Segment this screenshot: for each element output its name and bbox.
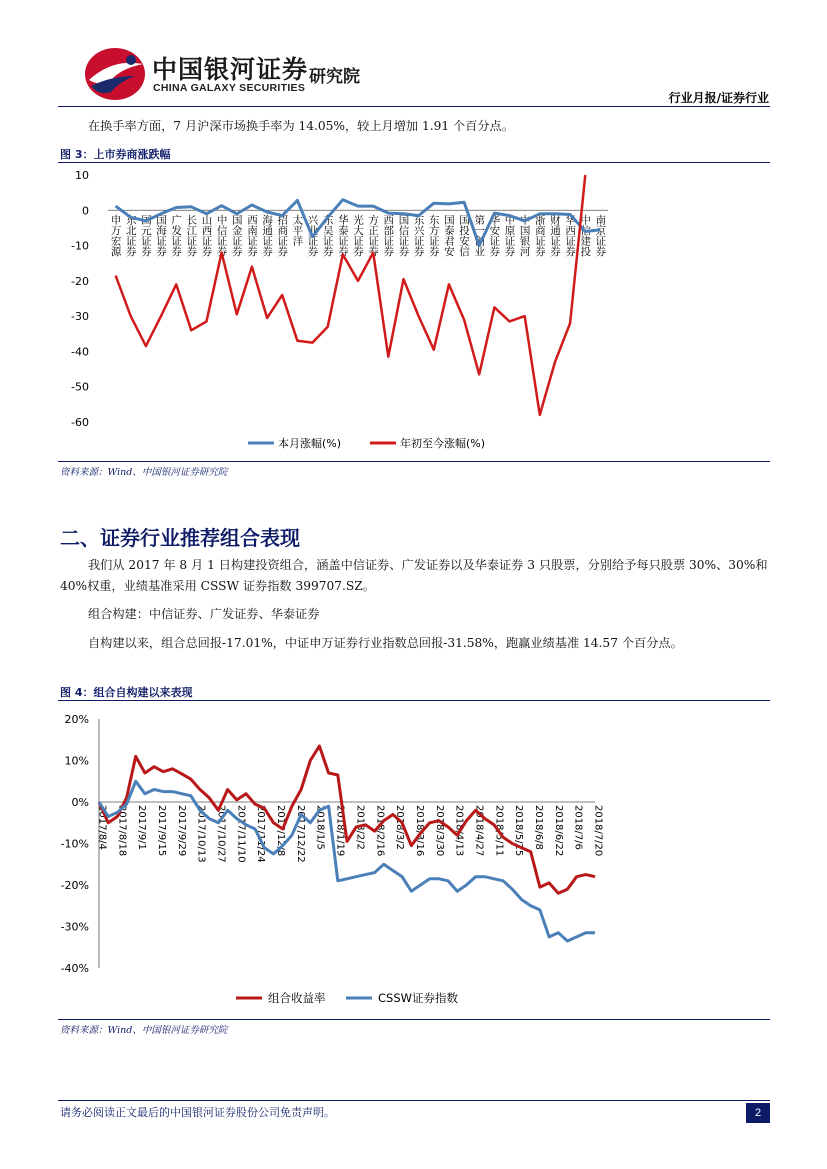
category-label: 西南证券 bbox=[245, 214, 258, 257]
y-tick-label: -60 bbox=[71, 416, 89, 429]
x-tick-label: 2018/1/5 bbox=[314, 805, 326, 850]
x-tick-label: 2017/8/18 bbox=[116, 805, 128, 857]
category-label: 海通证券 bbox=[261, 214, 274, 257]
y-tick-label: -40% bbox=[60, 962, 89, 975]
category-label: 国元证券 bbox=[139, 214, 152, 257]
x-tick-label: 2018/7/20 bbox=[592, 805, 604, 857]
figure-3-chart bbox=[58, 163, 770, 461]
category-label: 方正证券 bbox=[367, 214, 380, 257]
category-label: 华泰证券 bbox=[336, 214, 349, 257]
x-tick-label: 2018/5/25 bbox=[513, 805, 525, 857]
figure-4-chart bbox=[58, 701, 770, 1019]
x-tick-label: 2018/1/19 bbox=[334, 805, 346, 857]
y-tick-label: -50 bbox=[71, 380, 89, 394]
category-label: 中信证券 bbox=[215, 214, 228, 257]
x-tick-label: 2017/12/8 bbox=[275, 805, 287, 857]
x-tick-label: 2017/11/10 bbox=[235, 805, 247, 863]
y-tick-label: 20% bbox=[64, 713, 89, 726]
category-label: 太平洋 bbox=[291, 214, 304, 246]
institute-label: 研究院 bbox=[309, 67, 360, 87]
x-tick-label: 2018/4/13 bbox=[453, 805, 465, 857]
figure-4-bottom-rule bbox=[58, 1019, 770, 1020]
x-tick-label: 2018/2/2 bbox=[354, 805, 366, 850]
figure-4-source: 资料来源：Wind、中国银河证券研究院 bbox=[60, 1025, 228, 1036]
x-tick-label: 2018/4/27 bbox=[473, 805, 485, 857]
y-tick-label: 10% bbox=[64, 754, 89, 768]
x-tick-label: 2018/5/11 bbox=[493, 805, 505, 857]
category-label: 第一创业 bbox=[473, 214, 486, 257]
category-label: 中国银河 bbox=[518, 214, 531, 257]
x-tick-label: 2017/10/13 bbox=[195, 805, 207, 863]
portfolio-composition: 组合构建：中信证券、广发证券、华泰证券 bbox=[88, 607, 320, 621]
category-label: 招商证券 bbox=[276, 214, 289, 257]
figure-3-title: 图 3：上市券商涨跌幅 bbox=[60, 148, 171, 161]
y-tick-label: 0 bbox=[82, 204, 89, 218]
section-2-heading: 二、证券行业推荐组合表现 bbox=[60, 526, 300, 550]
figure-3-source: 资料来源：Wind、中国银河证券研究院 bbox=[60, 467, 228, 478]
legend-label: 本月涨幅(%) bbox=[278, 437, 342, 450]
figure-3-bottom-rule bbox=[58, 461, 770, 462]
x-tick-label: 2017/9/15 bbox=[156, 805, 168, 857]
x-tick-label: 2017/12/22 bbox=[294, 805, 306, 863]
x-tick-label: 2018/3/2 bbox=[394, 805, 406, 850]
category-label: 山西证券 bbox=[200, 214, 213, 257]
category-label: 中原证券 bbox=[503, 214, 516, 257]
turnover-paragraph: 在换手率方面，7 月沪深市场换手率为 14.05%，较上月增加 1.91 个百分点。 bbox=[88, 119, 514, 133]
category-label: 东北证券 bbox=[124, 214, 137, 257]
footer-disclaimer: 请务必阅读正文最后的中国银河证券股份公司免责声明。 bbox=[60, 1106, 335, 1119]
y-tick-label: -10 bbox=[71, 239, 89, 253]
y-tick-label: -20% bbox=[60, 879, 89, 892]
category-label: 光大证券 bbox=[352, 214, 364, 257]
x-tick-label: 2017/9/1 bbox=[136, 805, 148, 850]
figure-4-title: 图 4：组合自构建以来表现 bbox=[60, 686, 193, 699]
portfolio-return-paragraph: 自构建以来，组合总回报-17.01%，中证申万证券行业指数总回报-31.58%，跑赢业绩基准 14.57 个百分点。 bbox=[88, 636, 683, 650]
category-label: 国海证券 bbox=[155, 214, 168, 257]
portfolio-paragraph: 我们从 2017 年 8 月 1 日构建投资组合，涵盖中信证券、广发证券以及华泰证券 3 只股票，分别给予每只股票 30%、30%和40%权重，业绩基准采用 CSSW 证券指数 399707.SZ。 bbox=[60, 558, 768, 593]
y-tick-label: 0% bbox=[71, 796, 89, 809]
category-label: 东兴证券 bbox=[412, 214, 425, 257]
category-label: 国信证券 bbox=[397, 214, 410, 257]
category-label: 东方证券 bbox=[427, 214, 440, 257]
y-tick-label: -20 bbox=[71, 274, 89, 288]
footer-rule bbox=[58, 1100, 770, 1101]
logo-english-name: CHINA GALAXY SECURITIES bbox=[153, 82, 306, 94]
x-tick-label: 2017/8/4 bbox=[96, 805, 108, 850]
series-ytd-change-line bbox=[116, 175, 586, 415]
legend-label: 组合收益率 bbox=[268, 991, 326, 1005]
x-tick-label: 2017/11/24 bbox=[255, 805, 267, 863]
category-label: 华安证券 bbox=[488, 214, 501, 257]
y-tick-label: -10% bbox=[60, 837, 89, 851]
category-label: 长江证券 bbox=[185, 214, 198, 257]
category-label: 国泰君安 bbox=[442, 214, 455, 257]
x-tick-label: 2018/7/6 bbox=[572, 805, 584, 850]
x-tick-label: 2017/9/29 bbox=[175, 805, 187, 857]
category-label: 华西证券 bbox=[564, 214, 577, 257]
x-tick-label: 2018/6/8 bbox=[532, 805, 544, 850]
y-tick-label: 10 bbox=[75, 169, 89, 182]
x-tick-label: 2017/10/27 bbox=[215, 805, 227, 863]
galaxy-logo-icon bbox=[83, 46, 147, 102]
y-tick-label: -40 bbox=[71, 345, 89, 359]
category-label: 申万宏源 bbox=[109, 214, 122, 257]
category-label: 东吴证券 bbox=[321, 214, 334, 257]
y-tick-label: -30 bbox=[71, 310, 89, 324]
y-tick-label: -30% bbox=[60, 920, 89, 934]
category-label: 国投安信 bbox=[458, 214, 471, 257]
x-tick-label: 2018/3/16 bbox=[413, 805, 425, 857]
legend-label: 年初至今涨幅(%) bbox=[400, 437, 486, 450]
legend-label: CSSW证券指数 bbox=[378, 991, 458, 1005]
x-tick-label: 2018/2/16 bbox=[374, 805, 386, 857]
category-label: 国金证券 bbox=[230, 214, 243, 257]
page-number: 2 bbox=[746, 1103, 770, 1123]
category-label: 南京证券 bbox=[594, 214, 607, 257]
category-label: 浙商证券 bbox=[533, 214, 546, 257]
x-tick-label: 2018/6/22 bbox=[552, 805, 564, 857]
category-label: 中信建投 bbox=[579, 214, 592, 257]
category-label: 兴业证券 bbox=[306, 214, 319, 257]
category-label: 西部证券 bbox=[382, 214, 395, 257]
header-rule bbox=[58, 106, 770, 107]
report-type: 行业月报/证券行业 bbox=[668, 91, 769, 105]
logo-chinese-name: 中国银河证券 bbox=[152, 55, 309, 84]
category-label: 财通证券 bbox=[548, 214, 561, 257]
category-label: 广发证券 bbox=[170, 214, 183, 257]
x-tick-label: 2018/3/30 bbox=[433, 805, 445, 857]
